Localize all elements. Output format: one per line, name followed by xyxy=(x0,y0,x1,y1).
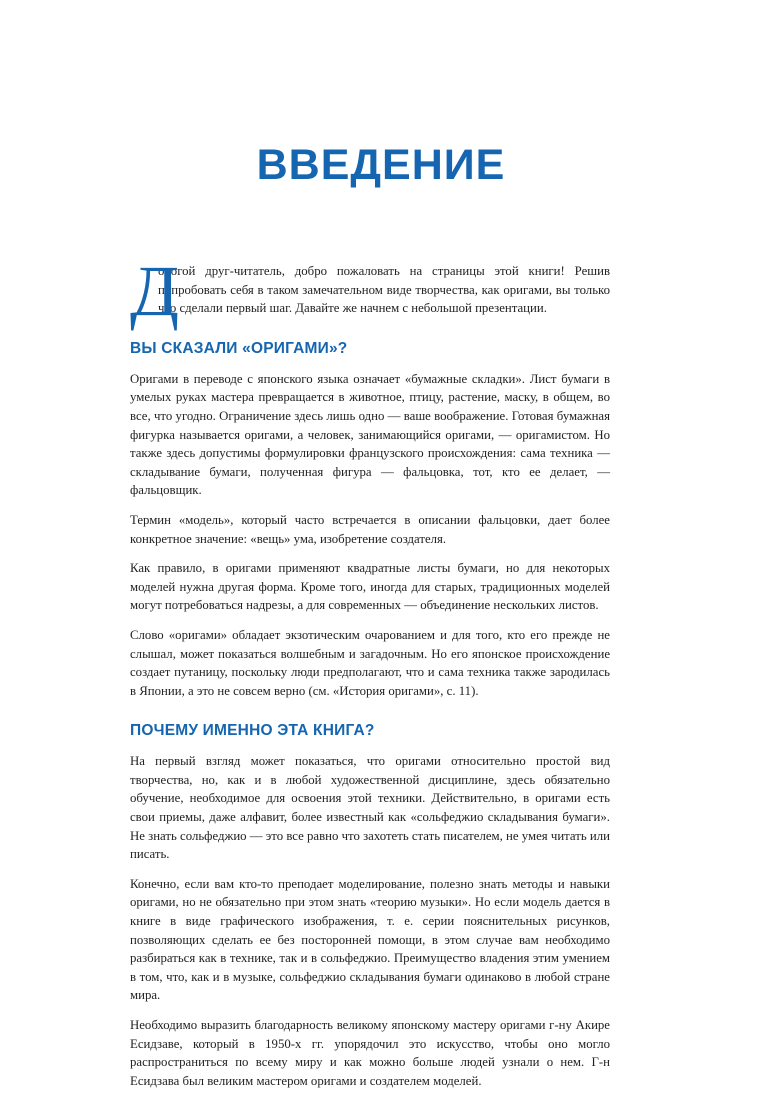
intro-paragraph: орогой друг-читатель, добро пожаловать на страницы этой книги! Решив попробовать себя в таком замечательном виде творчества, как оригами, вы только что сделали первый шаг. Давайте же начнем с небольшой презентации. xyxy=(158,264,610,316)
intro-block xyxy=(130,251,610,331)
paragraph: Конечно, если вам кто-то преподает моделирование, полезно знать методы и навыки оригами, но не обязательно при этом знать «теорию музыки». Но если модель дается в книге в виде графического изображения, т. е. серии пояснительных рисунков, позволяющих сделать ее без посторонней помощи, в этом случае вам необходимо разбираться как в технике, так и в сольфеджио. Преимущество владения этим умением в том, что, как и в музыке, сольфеджио складывания бумаги одинаково в любой стране мира. xyxy=(130,876,610,1003)
paragraph: Слово «оригами» обладает экзотическим очарованием и для того, кто его прежде не слышал, может показаться волшебным и загадочным. Но его японское происхождение создает путаницу, поскольку люди предполагают, что и сама техника также зародилась в Японии, а это не совсем верно (см. «История оригами», с. 11). xyxy=(130,627,610,698)
page-title: ВВЕДЕНИЕ xyxy=(256,140,506,189)
section-heading-why-this-book: ПОЧЕМУ ИМЕННО ЭТА КНИГА? xyxy=(130,722,375,740)
drop-cap: Д xyxy=(130,251,180,331)
section-heading-origami: ВЫ СКАЗАЛИ «ОРИГАМИ»? xyxy=(130,339,348,357)
paragraph: Термин «модель», который часто встречается в описании фальцовки, дает более конкретное значение: «вещь» ума, изобретение создателя. xyxy=(130,512,610,546)
paragraph: Оригами в переводе с японского языка означает «бумажные складки». Лист бумаги в умелых руках мастера превращается в животное, птицу, растение, маску, в общем, во все, что угодно. Ограничение здесь лишь одно — ваше воображение. Готовая бумажная фигурка называется оригами, а человек, занимающийся оригами, — оригамистом. Но также здесь допустимы формулировки французского происхождения: сама техника — складывание бумаги, полученная фигура — фальцовка, тот, кто ее делает, — фальцовщик. xyxy=(130,371,610,498)
paragraph: На первый взгляд может показаться, что оригами относительно простой вид творчества, но, как и в любой художественной дисциплине, здесь обязательно обучение, необходимое для освоения этой техники. Действительно, в оригами есть свои приемы, даже алфавит, более известный как «сольфеджио складывания бумаги». Не знать сольфеджио — это все равно что захотеть стать писателем, не умея читать или писать. xyxy=(130,754,610,862)
paragraph: Как правило, в оригами применяют квадратные листы бумаги, но для некоторых моделей нужна другая форма. Кроме того, иногда для старых, традиционных моделей могут потребоваться надрезы, а для современных — объединение нескольких листов. xyxy=(130,561,610,613)
page-content xyxy=(130,251,610,1101)
paragraph: Необходимо выразить благодарность великому японскому мастеру оригами г-ну Акире Есидзаве, который в 1950-х гг. упорядочил это искусство, чтобы оно могло распространиться по всему миру и как можно больше людей узнали о нем. Г-н Есидзава был великим мастером оригами и создателем моделей. xyxy=(130,1018,610,1088)
